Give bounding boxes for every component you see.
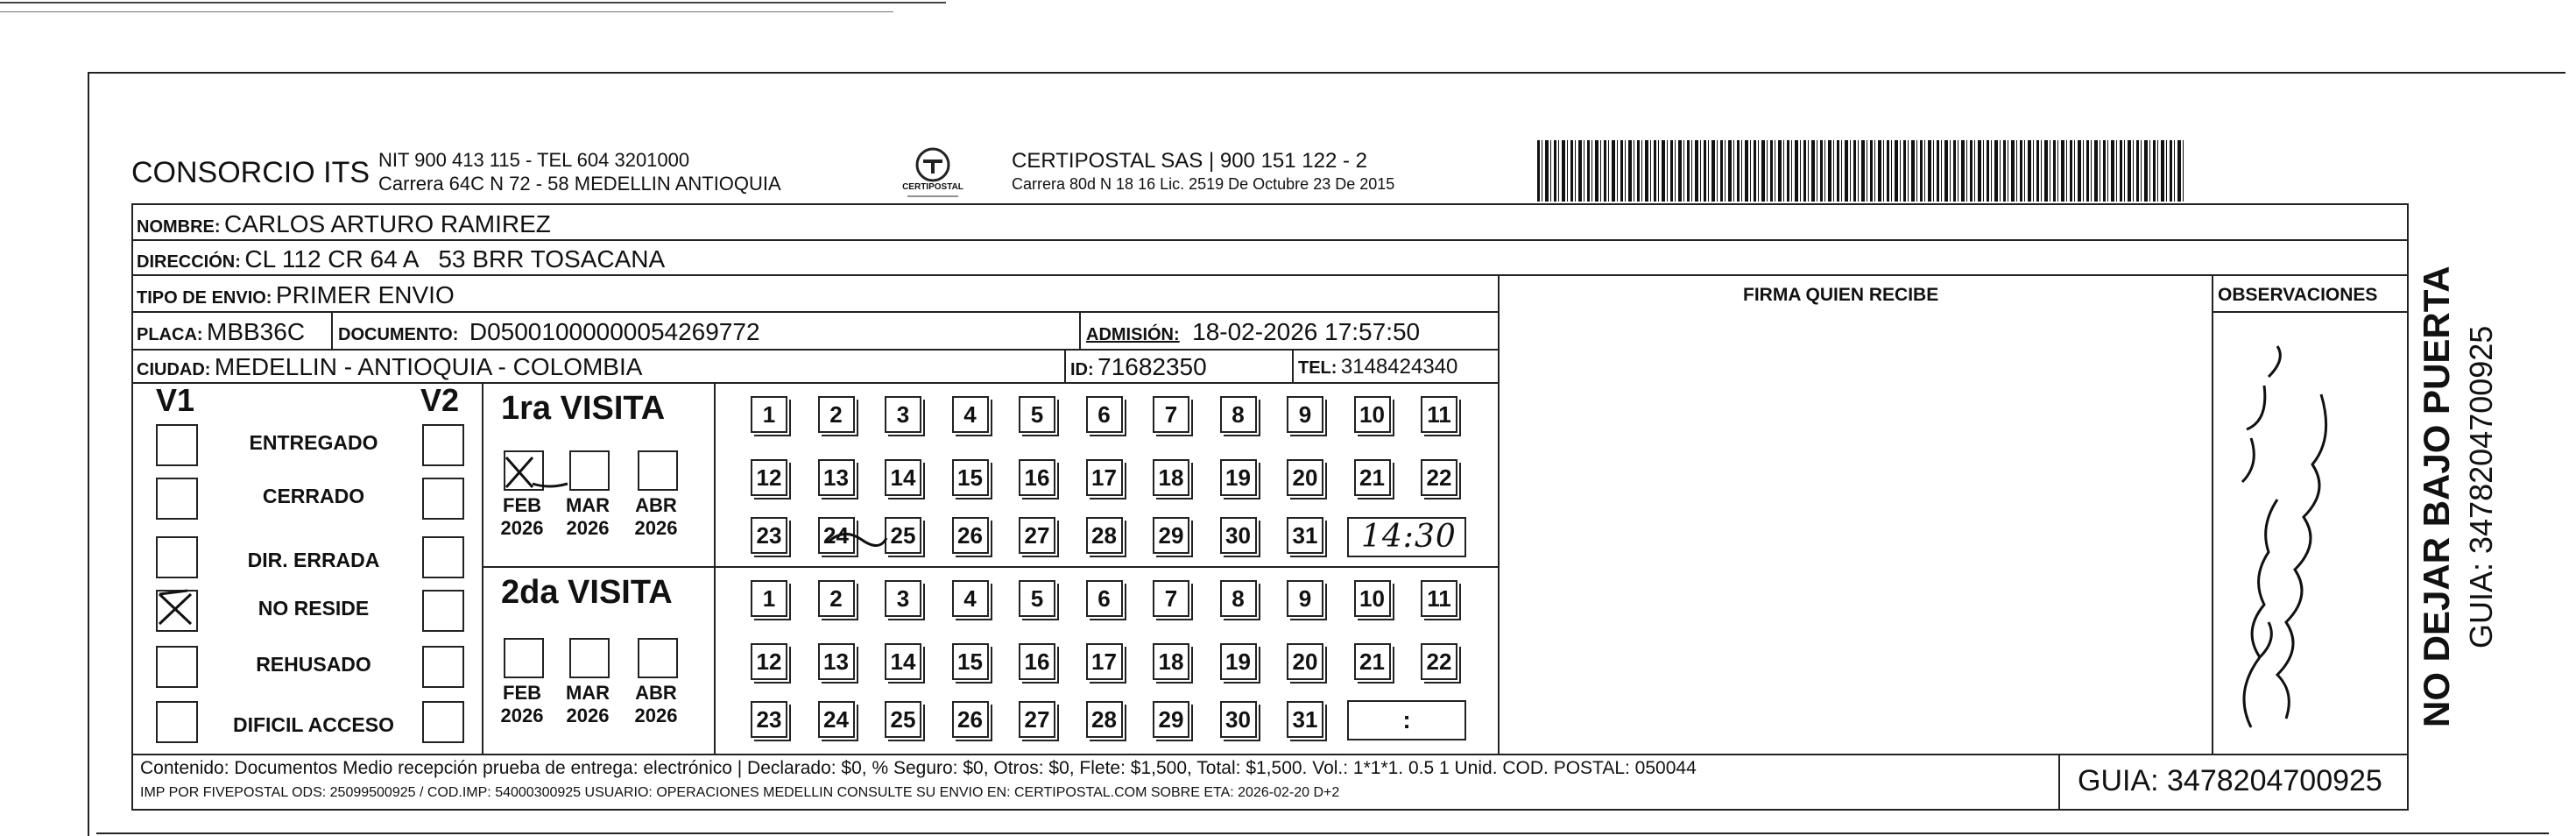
day-box[interactable]: 12: [751, 643, 787, 680]
v2-checkbox[interactable]: [422, 646, 464, 688]
month-year: 2026: [566, 705, 610, 726]
tipo-label: TIPO DE ENVIO:: [137, 288, 272, 308]
month-name: MAR: [565, 494, 610, 516]
reason-label: CERRADO: [262, 485, 365, 507]
day-box[interactable]: 9: [1287, 396, 1323, 433]
certipostal-logo: [902, 147, 963, 202]
month-label: [561, 494, 614, 540]
admision-row: [1086, 318, 1420, 346]
day-box[interactable]: 17: [1086, 459, 1123, 496]
day-box[interactable]: 28: [1086, 701, 1123, 738]
time-box-second[interactable]: [1347, 700, 1466, 740]
rule-firma-left: [1498, 274, 1500, 754]
day-box[interactable]: 25: [885, 517, 921, 554]
day-box[interactable]: 1: [751, 396, 787, 433]
time-box-first[interactable]: [1347, 517, 1466, 557]
month-year: 2026: [566, 517, 610, 539]
day-box[interactable]: 13: [818, 643, 855, 680]
documento-label: DOCUMENTO:: [338, 325, 459, 344]
month-year: 2026: [500, 705, 544, 726]
ciudad-value: MEDELLIN - ANTIOQUIA - COLOMBIA: [214, 353, 643, 380]
day-box[interactable]: 20: [1287, 643, 1323, 680]
v1-checkbox[interactable]: [156, 646, 198, 688]
carrier-line1: CERTIPOSTAL SAS | 900 151 122 - 2: [1012, 149, 1367, 173]
direccion-label: DIRECCIÓN:: [137, 252, 241, 272]
day-box[interactable]: 15: [952, 643, 989, 680]
month-checkbox[interactable]: [638, 638, 678, 678]
day-box[interactable]: 8: [1220, 580, 1257, 617]
observaciones-label: OBSERVACIONES: [2218, 285, 2378, 305]
day-box[interactable]: 17: [1086, 643, 1123, 680]
day-box[interactable]: 2: [818, 580, 855, 617]
day-box[interactable]: 7: [1153, 396, 1189, 433]
day-box[interactable]: 24: [818, 701, 855, 738]
documento-value: D05001000000054269772: [469, 318, 760, 345]
day-box[interactable]: 1: [751, 580, 787, 617]
month-checkbox[interactable]: [638, 450, 678, 491]
month-label: [496, 494, 548, 540]
ciudad-label: CIUDAD:: [137, 360, 211, 379]
day-box[interactable]: 5: [1019, 396, 1055, 433]
day-box[interactable]: 21: [1354, 643, 1391, 680]
rule-direccion: [131, 274, 2409, 276]
day-box[interactable]: 10: [1354, 396, 1391, 433]
day-box[interactable]: 30: [1220, 701, 1257, 738]
day-box[interactable]: 13: [818, 459, 855, 496]
barcode: [1537, 140, 2185, 202]
month-label: [630, 494, 682, 540]
day-box[interactable]: 15: [952, 459, 989, 496]
rule-nombre: [131, 239, 2409, 241]
day-box[interactable]: 7: [1153, 580, 1189, 617]
day-box[interactable]: 18: [1153, 643, 1189, 680]
month-checkbox[interactable]: [569, 638, 610, 678]
reason-label: ENTREGADO: [249, 431, 378, 454]
day-box[interactable]: 6: [1086, 396, 1123, 433]
v2-checkbox[interactable]: [422, 701, 464, 743]
documento-row: [338, 318, 760, 346]
tel-label: TEL:: [1298, 358, 1337, 378]
id-row: [1070, 353, 1207, 381]
day-box[interactable]: 3: [885, 580, 921, 617]
month-name: ABR: [635, 682, 677, 704]
v2-checkbox[interactable]: [422, 478, 464, 520]
day-box[interactable]: 20: [1287, 459, 1323, 496]
month-checkbox[interactable]: [569, 450, 610, 491]
day-box[interactable]: 2: [818, 396, 855, 433]
month-year: 2026: [500, 517, 544, 539]
month-label: [496, 682, 548, 727]
scan-edge-top: [0, 2, 946, 4]
day-box[interactable]: 11: [1421, 580, 1457, 617]
day-box[interactable]: 18: [1153, 459, 1189, 496]
day-box[interactable]: 5: [1019, 580, 1055, 617]
id-value: 71682350: [1097, 353, 1207, 380]
day-box[interactable]: 28: [1086, 517, 1123, 554]
placa-row: [137, 318, 305, 346]
direccion-row: [137, 245, 665, 273]
v2-label: V2: [420, 382, 460, 418]
ciudad-row: [137, 353, 642, 381]
admision-label: ADMISIÓN:: [1086, 325, 1180, 344]
day-box[interactable]: 4: [952, 396, 989, 433]
v1-checkbox[interactable]: [156, 478, 198, 520]
month-name: ABR: [635, 494, 677, 516]
carrier-line2: Carrera 80d N 18 16 Lic. 2519 De Octubre 23 De 2015: [1012, 175, 1395, 193]
reason-label: REHUSADO: [256, 653, 371, 676]
v2-checkbox[interactable]: [422, 590, 464, 632]
day-box[interactable]: 22: [1421, 643, 1457, 680]
month-name: FEB: [503, 494, 541, 516]
company-name: CONSORCIO ITS: [131, 156, 371, 189]
second-visit-title: 2da VISITA: [501, 574, 673, 611]
time-first-value: 14:30: [1361, 519, 1457, 555]
day-box[interactable]: 24: [818, 517, 855, 554]
observaciones-handwriting: [2225, 342, 2365, 736]
day-box[interactable]: 11: [1421, 396, 1457, 433]
tel-value: 3148424340: [1340, 355, 1458, 379]
v1-checkbox[interactable]: [156, 424, 198, 466]
rule-footer-sep: [2058, 754, 2060, 809]
rule-footer: [131, 754, 2409, 755]
rule-tel-sep: [1292, 349, 1294, 382]
day-box[interactable]: 3: [885, 396, 921, 433]
id-label: ID:: [1070, 360, 1094, 379]
no-dejar-bajo-puerta: NO DEJAR BAJO PUERTA: [2416, 266, 2457, 727]
tipo-value: PRIMER ENVIO: [275, 281, 455, 308]
nombre-row: [137, 210, 551, 238]
reason-label: DIR. ERRADA: [247, 549, 380, 571]
day-box[interactable]: 30: [1220, 517, 1257, 554]
reason-label: DIFICIL ACCESO: [232, 713, 394, 736]
day-box[interactable]: 27: [1019, 517, 1055, 554]
footer-guia: GUIA: 3478204700925: [2078, 764, 2382, 797]
company-address: Carrera 64C N 72 - 58 MEDELLIN ANTIOQUIA: [378, 173, 781, 195]
nombre-value: CARLOS ARTURO RAMIREZ: [224, 210, 551, 237]
reason-label: NO RESIDE: [258, 597, 370, 620]
v1-checkbox[interactable]: [156, 536, 198, 578]
day-box[interactable]: 16: [1019, 459, 1055, 496]
day-box[interactable]: 6: [1086, 580, 1123, 617]
v1-label: V1: [156, 382, 195, 418]
rule-ciudad: [131, 382, 1498, 384]
footer-line1: Contenido: Documentos Medio recepción prueba de entrega: electrónico | Declarado: $0, % Seguro: $0, Otros: $0, Flete: $1,500, Total: $1,500. Vol.: 1*1*1. 0.5 1 Unid. COD. POSTAL: 050044: [140, 758, 1697, 778]
day-box[interactable]: 14: [885, 459, 921, 496]
check-mark-no-reside: [156, 589, 208, 629]
v2-checkbox[interactable]: [422, 536, 464, 578]
rule-placa-sep: [331, 311, 333, 349]
rule-doc-sep: [1079, 311, 1081, 349]
rule-visit-mid: [482, 566, 1498, 568]
rule-tipo: [131, 311, 1498, 313]
direccion-value: CL 112 CR 64 A 53 BRR TOSACANA: [244, 245, 666, 273]
v1-checkbox[interactable]: [156, 701, 198, 743]
time-second-value: :: [1402, 706, 1411, 733]
firma-label: FIRMA QUIEN RECIBE: [1743, 285, 1939, 305]
day-box[interactable]: 21: [1354, 459, 1391, 496]
day-box[interactable]: 19: [1220, 459, 1257, 496]
rule-visit-days: [714, 382, 716, 754]
day-box[interactable]: 25: [885, 701, 921, 738]
day-box[interactable]: 29: [1153, 517, 1189, 554]
rule-visit-left: [482, 382, 483, 754]
month-year: 2026: [634, 517, 678, 539]
rule-id-sep: [1064, 349, 1066, 382]
day-box[interactable]: 14: [885, 643, 921, 680]
rule-tipo-right: [2212, 311, 2409, 313]
logo-text: CERTIPOSTAL: [902, 182, 963, 192]
day-box[interactable]: 16: [1019, 643, 1055, 680]
first-visit-title: 1ra VISITA: [501, 390, 666, 427]
day-box[interactable]: 23: [751, 517, 787, 554]
day-box[interactable]: 4: [952, 580, 989, 617]
tel-row: [1298, 355, 1457, 379]
scan-edge-top-2: [0, 11, 893, 12]
rule-obs-left: [2212, 274, 2213, 754]
month-name: FEB: [503, 682, 541, 704]
day-box[interactable]: 9: [1287, 580, 1323, 617]
rule-top: [131, 203, 2409, 205]
day-box[interactable]: 26: [952, 701, 989, 738]
day-box[interactable]: 26: [952, 517, 989, 554]
day-box[interactable]: 31: [1287, 701, 1323, 738]
guia-vertical: GUIA: 3478204700925: [2463, 325, 2499, 648]
day-box[interactable]: 31: [1287, 517, 1323, 554]
day-box[interactable]: 27: [1019, 701, 1055, 738]
company-nit: NIT 900 413 115 - TEL 604 3201000: [378, 149, 690, 171]
month-name: MAR: [565, 682, 610, 704]
month-year: 2026: [634, 705, 678, 726]
day-box[interactable]: 10: [1354, 580, 1391, 617]
form-bottom-edge: [96, 832, 2549, 834]
month-checkbox[interactable]: [504, 638, 544, 678]
day-box[interactable]: 23: [751, 701, 787, 738]
day-box[interactable]: 29: [1153, 701, 1189, 738]
footer-line2: IMP POR FIVEPOSTAL ODS: 25099500925 / COD.IMP: 54000300925 USUARIO: OPERACIONES MEDELLIN CONSULTE SU ENVIO EN: CERTIPOSTAL.COM SOBRE ETA: 2026-02-20 D+2: [140, 785, 1340, 800]
admision-value: 18-02-2026 17:57:50: [1192, 318, 1421, 345]
day-box[interactable]: 19: [1220, 643, 1257, 680]
rule-right: [2407, 203, 2409, 809]
tipo-row: [137, 281, 455, 309]
month-label: [630, 682, 682, 727]
nombre-label: NOMBRE:: [137, 217, 221, 237]
day-box[interactable]: 8: [1220, 396, 1257, 433]
month-label: [561, 682, 614, 727]
day-box[interactable]: 22: [1421, 459, 1457, 496]
rule-left: [131, 203, 133, 809]
placa-label: PLACA:: [137, 325, 203, 344]
v2-checkbox[interactable]: [422, 424, 464, 466]
placa-value: MBB36C: [207, 318, 306, 345]
strike-day-24: [827, 519, 888, 554]
check-mark-feb: [501, 450, 571, 494]
rule-bottom: [131, 809, 2409, 811]
day-box[interactable]: 12: [751, 459, 787, 496]
